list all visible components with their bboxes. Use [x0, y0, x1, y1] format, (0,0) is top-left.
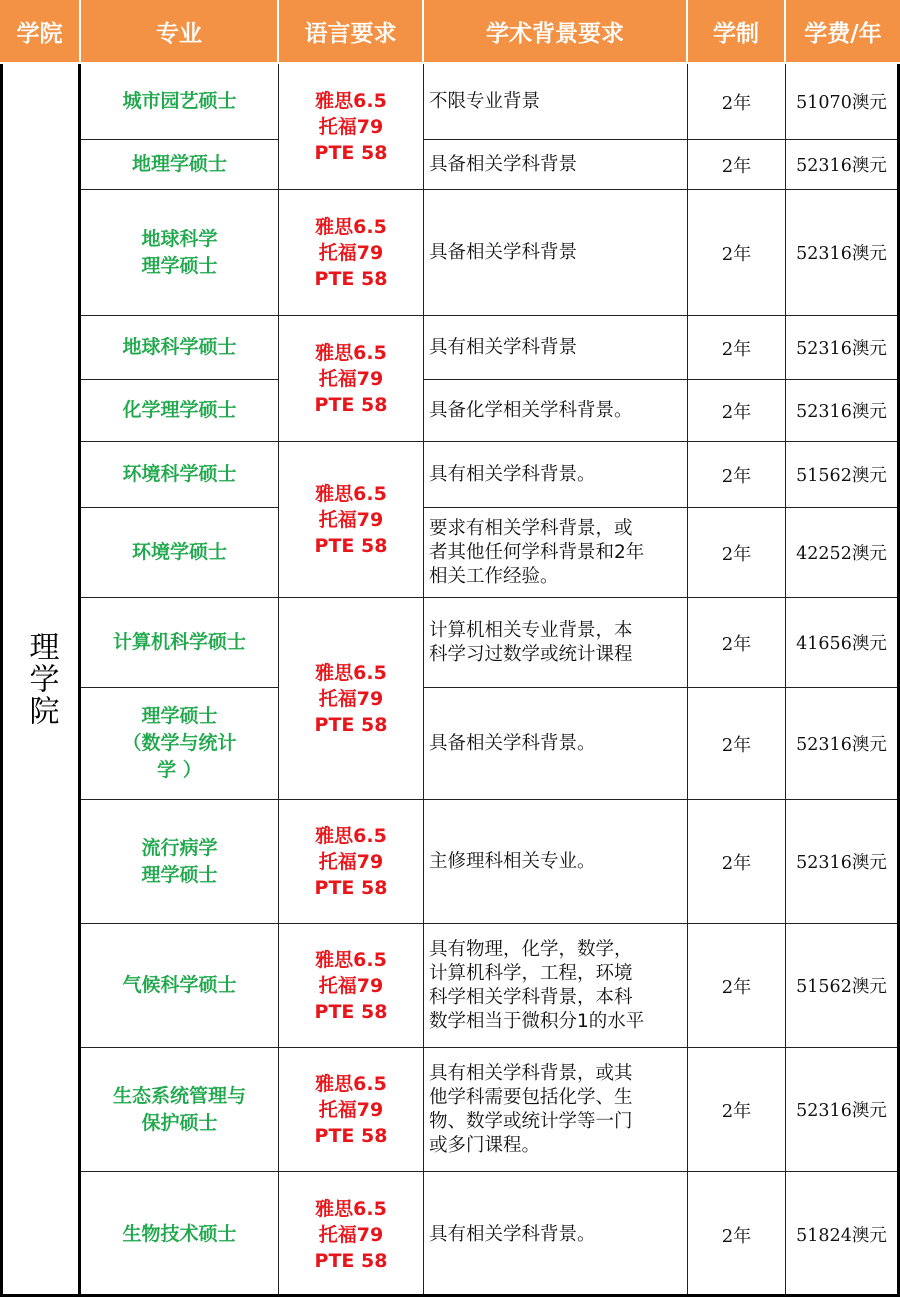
major-cell: 环境科学硕士 [81, 442, 279, 508]
fee-cell: 52316澳元 [786, 380, 897, 442]
major-cell: 流行病学 理学硕士 [81, 800, 279, 924]
background-cell: 具备化学相关学科背景。 [424, 380, 688, 442]
duration-cell: 2年 [688, 316, 786, 380]
fee-cell: 51070澳元 [786, 64, 897, 140]
fee-cell: 52316澳元 [786, 800, 897, 924]
major-cell: 化学理学硕士 [81, 380, 279, 442]
language-cell: 雅思6.5 托福79 PTE 58 [279, 800, 424, 924]
duration-cell: 2年 [688, 380, 786, 442]
header-major: 专业 [81, 0, 279, 64]
language-cell: 雅思6.5 托福79 PTE 58 [279, 64, 424, 190]
duration-cell: 2年 [688, 190, 786, 316]
major-cell: 城市园艺硕士 [81, 64, 279, 140]
duration-cell: 2年 [688, 64, 786, 140]
language-cell: 雅思6.5 托福79 PTE 58 [279, 1172, 424, 1297]
fee-cell: 51562澳元 [786, 442, 897, 508]
header-college: 学院 [0, 0, 81, 64]
header-fee: 学费/年 [786, 0, 900, 64]
major-cell: 地球科学硕士 [81, 316, 279, 380]
fee-cell: 52316澳元 [786, 316, 897, 380]
duration-cell: 2年 [688, 924, 786, 1048]
fee-cell: 42252澳元 [786, 508, 897, 598]
language-cell: 雅思6.5 托福79 PTE 58 [279, 924, 424, 1048]
major-cell: 气候科学硕士 [81, 924, 279, 1048]
header-language: 语言要求 [279, 0, 424, 64]
header-background: 学术背景要求 [424, 0, 688, 64]
major-cell: 理学硕士 （数学与统计 学 ） [81, 688, 279, 800]
duration-cell: 2年 [688, 1048, 786, 1172]
major-cell: 地球科学 理学硕士 [81, 190, 279, 316]
duration-cell: 2年 [688, 688, 786, 800]
background-cell: 不限专业背景 [424, 64, 688, 140]
language-cell: 雅思6.5 托福79 PTE 58 [279, 442, 424, 598]
background-cell: 要求有相关学科背景，或 者其他任何学科背景和2年 相关工作经验。 [424, 508, 688, 598]
background-cell: 计算机相关专业背景，本 科学习过数学或统计课程 [424, 598, 688, 688]
major-cell: 生物技术硕士 [81, 1172, 279, 1297]
duration-cell: 2年 [688, 442, 786, 508]
program-table [81, 64, 900, 1297]
duration-cell: 2年 [688, 1172, 786, 1297]
background-cell: 具有相关学科背景。 [424, 442, 688, 508]
duration-cell: 2年 [688, 598, 786, 688]
background-cell: 具有物理，化学，数学， 计算机科学，工程，环境 科学相关学科背景，本科 数学相当于微积分1的水平 [424, 924, 688, 1048]
language-cell: 雅思6.5 托福79 PTE 58 [279, 190, 424, 316]
major-cell: 环境学硕士 [81, 508, 279, 598]
fee-cell: 51824澳元 [796, 1226, 887, 1246]
major-cell: 计算机科学硕士 [81, 598, 279, 688]
language-cell: 雅思6.5 托福79 PTE 58 [279, 1048, 424, 1172]
major-cell: 生态系统管理与 保护硕士 [81, 1048, 279, 1172]
background-cell: 具有相关学科背景，或其 他学科需要包括化学、生 物、数学或统计学等一门 或多门课程。 [424, 1048, 688, 1172]
fee-cell: 52316澳元 [786, 140, 897, 190]
college-cell [0, 64, 81, 1297]
background-cell: 具有相关学科背景。 [424, 1172, 688, 1297]
header-duration: 学制 [688, 0, 786, 64]
background-cell: 具有相关学科背景 [424, 316, 688, 380]
duration-cell: 2年 [688, 800, 786, 924]
duration-cell: 2年 [688, 508, 786, 598]
major-cell: 地理学硕士 [81, 140, 279, 190]
duration-cell: 2年 [688, 140, 786, 190]
fee-cell: 41656澳元 [786, 598, 897, 688]
fee-cell: 52316澳元 [786, 1048, 897, 1172]
background-cell: 具备相关学科背景。 [424, 688, 688, 800]
background-cell: 具备相关学科背景 [424, 140, 688, 190]
table-header [0, 0, 900, 64]
background-cell: 具备相关学科背景 [424, 190, 688, 316]
background-cell: 主修理科相关专业。 [424, 800, 688, 924]
fee-cell: 51562澳元 [786, 924, 897, 1048]
fee-cell: 52316澳元 [786, 688, 897, 800]
language-cell: 雅思6.5 托福79 PTE 58 [279, 598, 424, 800]
fee-cell: 52316澳元 [786, 190, 897, 316]
college-name: 理学院 [23, 631, 59, 727]
language-cell: 雅思6.5 托福79 PTE 58 [279, 316, 424, 442]
